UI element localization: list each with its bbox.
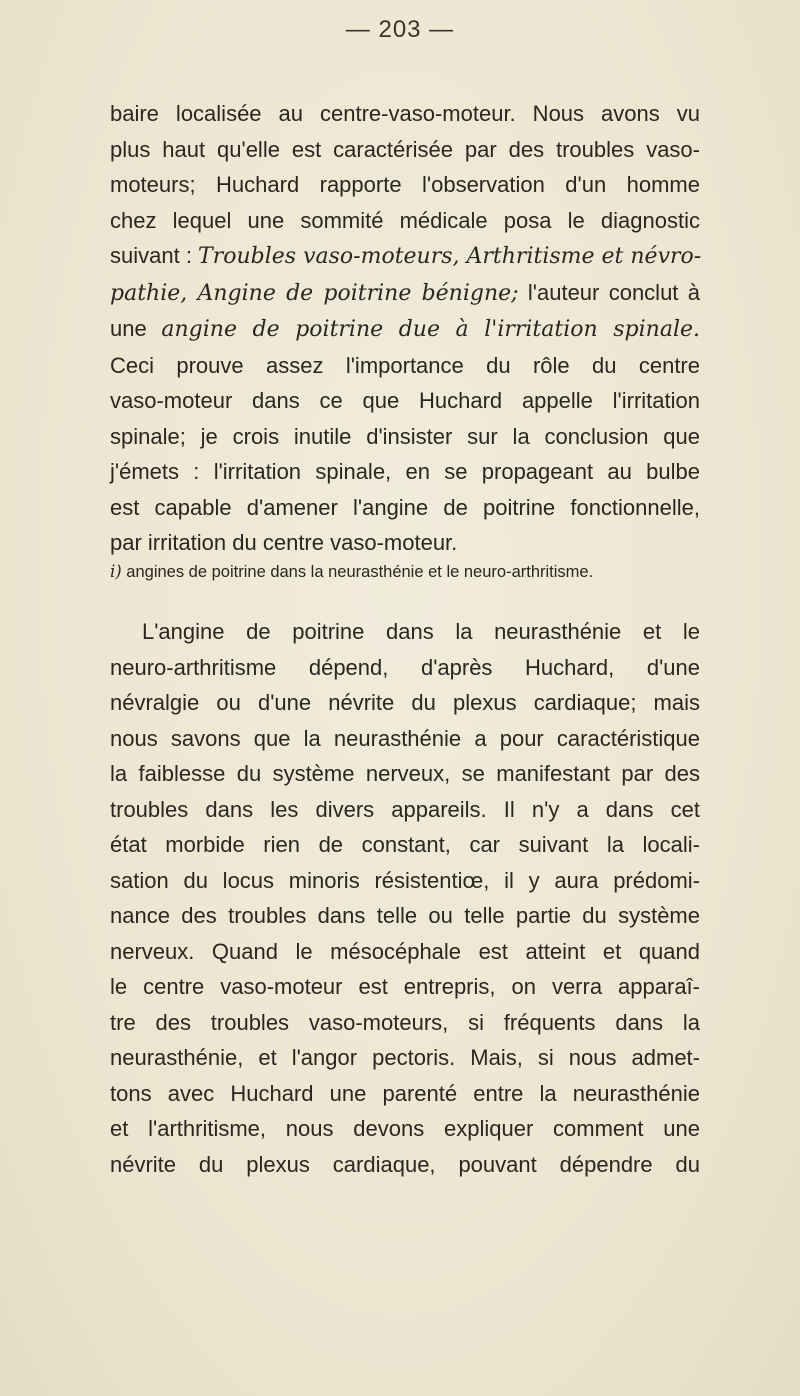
text-segment: suivant : xyxy=(110,243,199,268)
text-line: vaso-moteur dans ce que Huchard appelle l'irritation xyxy=(110,388,700,413)
text-line: nance des troubles dans telle ou telle partie du système xyxy=(110,903,700,928)
text-line: le centre vaso-moteur est entrepris, on verra apparaî- xyxy=(110,974,700,999)
text-line: la faiblesse du système nerveux, se manifestant par des xyxy=(110,761,700,786)
subheading-marker: i) xyxy=(110,562,122,581)
text-line: sation du locus minoris résistentiœ, il y aura prédomi- xyxy=(110,867,700,893)
text-line: tons avec Huchard une parenté entre la neurasthénie xyxy=(110,1080,700,1106)
italic-diagnosis: Troubles vaso-moteurs, Arthritisme et névro- xyxy=(198,244,702,269)
text-line: chez lequel une sommité médicale posa le diagnostic xyxy=(110,207,700,233)
paragraph-neurasthenia xyxy=(110,614,700,1182)
text-line: névralgie ou d'une névrite du plexus cardiaque; mais xyxy=(110,690,700,715)
text-line: tre des troubles vaso-moteurs, si fréquents dans la xyxy=(110,1009,700,1035)
text-line: neuro-arthritisme dépend, d'après Huchard, d'une xyxy=(110,654,700,680)
text-line xyxy=(110,238,700,275)
italic-diagnosis: pathie, Angine de poitrine bénigne; xyxy=(110,280,519,306)
text-line: plus haut qu'elle est caractérisée par des troubles vaso- xyxy=(110,136,700,162)
page-number: — 203 — xyxy=(345,16,455,43)
text-line: spinale; je crois inutile d'insister sur la conclusion que xyxy=(110,423,700,449)
text-line xyxy=(110,275,700,312)
text-line: L'angine de poitrine dans la neurasthénie et le xyxy=(142,619,700,644)
section-subheading xyxy=(110,560,700,584)
text-line: moteurs; Huchard rapporte l'observation d'un homme xyxy=(110,172,700,197)
text-line: j'émets : l'irritation spinale, en se propageant au bulbe xyxy=(110,459,700,484)
text-line: névrite du plexus cardiaque, pouvant dépendre du xyxy=(110,1151,700,1177)
text-segment: l'auteur conclut à xyxy=(518,279,700,305)
paragraph-continuation xyxy=(110,96,700,561)
italic-conclusion: angine de poitrine due à l'irritation spinale. xyxy=(161,317,700,342)
text-line: et l'arthritisme, nous devons expliquer comment une xyxy=(110,1116,700,1141)
subheading-text: angines de poitrine dans la neurasthénie et le neuro-arthritisme. xyxy=(121,563,594,581)
text-line: par irritation du centre vaso-moteur. xyxy=(110,530,458,555)
text-line: nous savons que la neurasthénie a pour caractéristique xyxy=(110,725,700,751)
text-line: Ceci prouve assez l'importance du rôle du centre xyxy=(110,352,700,378)
text-line: nerveux. Quand le mésocéphale est atteint et quand xyxy=(110,938,700,964)
text-line: état morbide rien de constant, car suivant la locali- xyxy=(110,832,700,857)
text-line xyxy=(110,311,700,348)
text-line: baire localisée au centre-vaso-moteur. Nous avons vu xyxy=(110,101,700,126)
text-line: troubles dans les divers appareils. Il n'y a dans cet xyxy=(110,796,700,822)
text-line: est capable d'amener l'angine de poitrine fonctionnelle, xyxy=(110,494,700,520)
text-line: neurasthénie, et l'angor pectoris. Mais, si nous admet- xyxy=(110,1045,700,1070)
text-segment: une xyxy=(110,316,162,341)
